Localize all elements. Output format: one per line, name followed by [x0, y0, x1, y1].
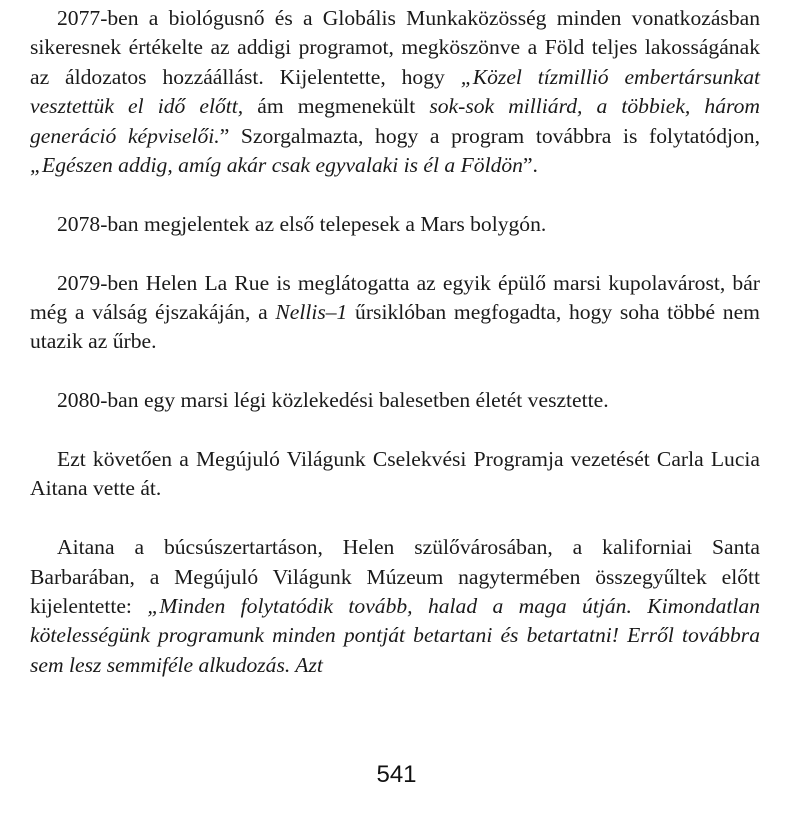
paragraph-2078 — [30, 210, 760, 239]
paragraph-2079 — [30, 269, 760, 357]
paragraph-segment: 2077-ben a biológusnő és a Globális Munkaközösség minden vonatkozásban sikeresnek értékelte az addigi programot, megköszönve a Föld teljes lakosságának az áldozatos hozzáállást. Kijelentette, hogy — [30, 6, 760, 89]
page-number: 541 — [376, 761, 417, 788]
paragraph-segment: Aitana a búcsúszertartáson, Helen szülővárosában, a kaliforniai Santa Barbarában, a Megújuló Világunk Múzeum nagytermében összegyűltek előtt kijelentette: — [30, 535, 760, 619]
book-page — [30, 4, 760, 710]
paragraph-segment: 2080-ban egy marsi légi közlekedési balesetben életét vesztette. — [57, 388, 609, 413]
paragraph-aitana-takeover — [30, 445, 760, 504]
paragraph-segment: ám megmenekült — [243, 94, 430, 119]
paragraph-segment: ” Szorgalmazta, hogy a program továbbra is folytatódjon, — [219, 123, 760, 148]
paragraph-segment-italic: „Minden folytatódik tovább, halad a maga útján. Kimondatlan kötelességünk programunk minden pontját betartani és betartatni! Erről továbbra sem lesz semmiféle alkudozás. Azt — [30, 594, 760, 677]
paragraph-segment: ”. — [522, 153, 538, 178]
paragraph-aitana-speech — [30, 533, 760, 680]
paragraph-segment: 2079-ben Helen La Rue is meglátogatta az egyik épülő marsi kupolavárost, bár még a válság éjszakáján, a — [30, 270, 760, 325]
paragraph-segment: Ezt követően a Megújuló Világunk Cselekvési Programja vezetését Carla Lucia Aitana vette át. — [30, 447, 760, 501]
paragraph-2077 — [30, 4, 760, 180]
paragraph-segment-italic: „Egészen addig, amíg akár csak egyvalaki is él a Földön — [30, 153, 523, 178]
paragraph-segment-italic: Nellis–1 — [275, 300, 348, 325]
paragraph-segment-italic: „Közel — [460, 64, 538, 89]
paragraph-segment-italic: sok-sok milliárd, a többiek, három generáció képviselői. — [30, 94, 761, 148]
paragraph-2080 — [30, 386, 760, 415]
paragraph-segment: űrsiklóban megfogadta, hogy soha többé nem utazik az űrbe. — [30, 300, 760, 354]
paragraph-segment: 2078-ban megjelentek az első telepesek a Mars bolygón. — [57, 211, 547, 236]
paragraph-segment-italic: tízmillió embertársunkat vesztettük el idő előtt, — [30, 64, 760, 119]
